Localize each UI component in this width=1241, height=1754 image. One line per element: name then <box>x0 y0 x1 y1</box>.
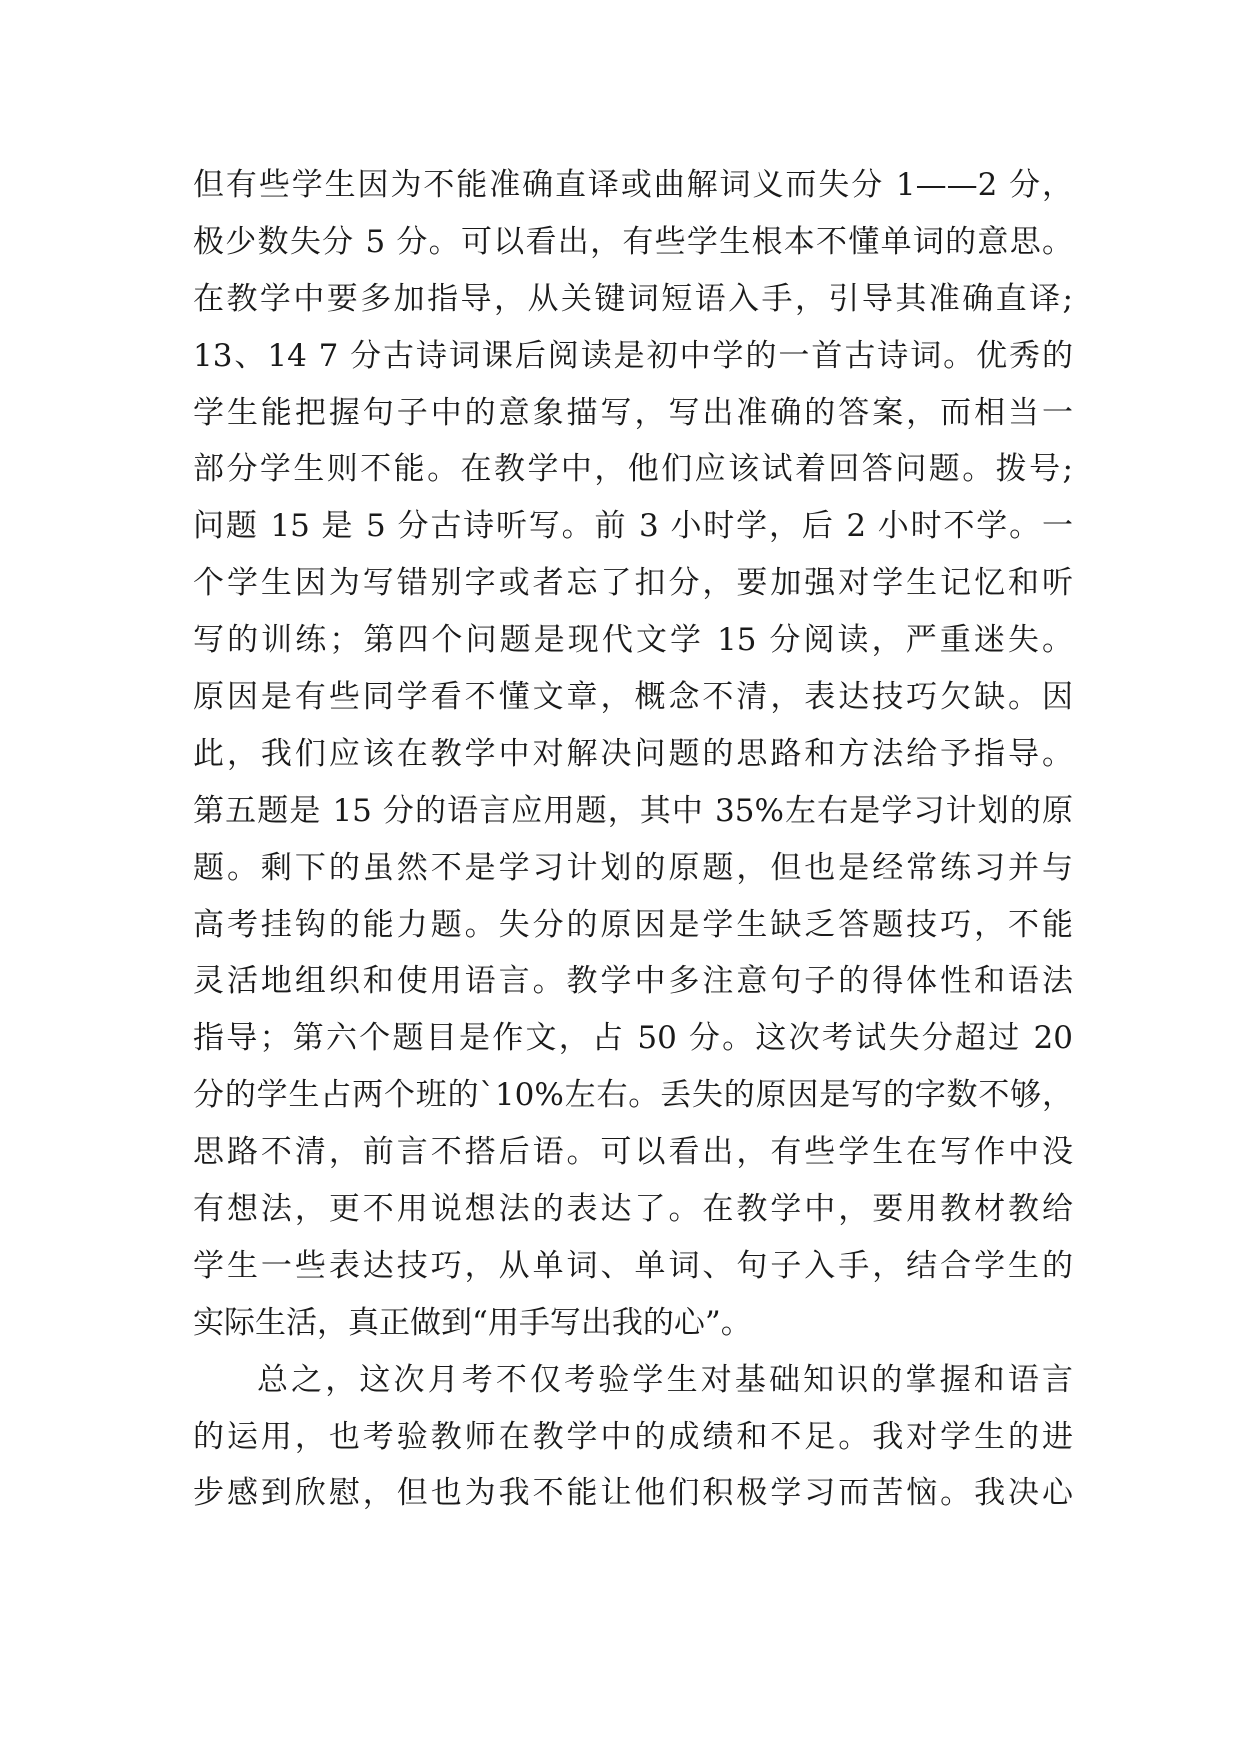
text-line: 学生一些表达技巧，从单词、单词、句子入手，结合学生的 <box>193 1247 1073 1284</box>
text-line: 个学生因为写错别字或者忘了扣分，要加强对学生记忆和听 <box>193 565 1073 602</box>
text-line: 但有些学生因为不能准确直译或曲解词义而失分 1——2 分， <box>193 167 1073 203</box>
paragraph-2 <box>193 1352 1073 1523</box>
paragraph-1 <box>193 157 1073 1352</box>
document-body <box>193 157 1073 1522</box>
text-line: 问题 15 是 5 分古诗听写。前 3 小时学，后 2 小时不学。一 <box>193 508 1073 545</box>
text-line: 学生能把握句子中的意象描写，写出准确的答案，而相当一 <box>193 394 1073 431</box>
text-line: 灵活地组织和使用语言。教学中多注意句子的得体性和语法 <box>193 963 1073 1000</box>
text-line: 此，我们应该在教学中对解决问题的思路和方法给予指导。 <box>193 735 1073 772</box>
text-line: 高考挂钩的能力题。失分的原因是学生缺乏答题技巧，不能 <box>193 906 1073 943</box>
text-line: 实际生活，真正做到“用手写出我的心”。 <box>193 1304 752 1341</box>
text-line: 在教学中要多加指导，从关键词短语入手，引导其准确直译; <box>193 280 1073 317</box>
text-line: 思路不清，前言不搭后语。可以看出，有些学生在写作中没 <box>193 1134 1073 1171</box>
text-line: 有想法，更不用说想法的表达了。在教学中，要用教材教给 <box>193 1191 1073 1228</box>
text-line: 第五题是 15 分的语言应用题，其中 35%左右是学习计划的原 <box>193 792 1073 829</box>
text-line: 原因是有些同学看不懂文章，概念不清，表达技巧欠缺。因 <box>193 679 1073 716</box>
text-line: 写的训练；第四个问题是现代文学 15 分阅读，严重迷失。 <box>193 622 1073 659</box>
text-line: 的运用，也考验教师在教学中的成绩和不足。我对学生的进 <box>193 1418 1073 1455</box>
text-line: 题。剩下的虽然不是学习计划的原题，但也是经常练习并与 <box>193 849 1073 886</box>
text-line: 步感到欣慰，但也为我不能让他们积极学习而苦恼。我决心 <box>193 1475 1073 1512</box>
text-line: 分的学生占两个班的`10%左右。丢失的原因是写的字数不够， <box>193 1077 1073 1114</box>
text-line: 部分学生则不能。在教学中，他们应该试着回答问题。拨号; <box>193 451 1073 488</box>
text-line: 极少数失分 5 分。可以看出，有些学生根本不懂单词的意思。 <box>193 223 1073 260</box>
text-line: 13、14 7 分古诗词课后阅读是初中学的一首古诗词。优秀的 <box>193 337 1073 374</box>
text-line: 总之，这次月考不仅考验学生对基础知识的掌握和语言 <box>257 1361 1073 1398</box>
text-line: 指导；第六个题目是作文，占 50 分。这次考试失分超过 20 <box>193 1020 1073 1057</box>
